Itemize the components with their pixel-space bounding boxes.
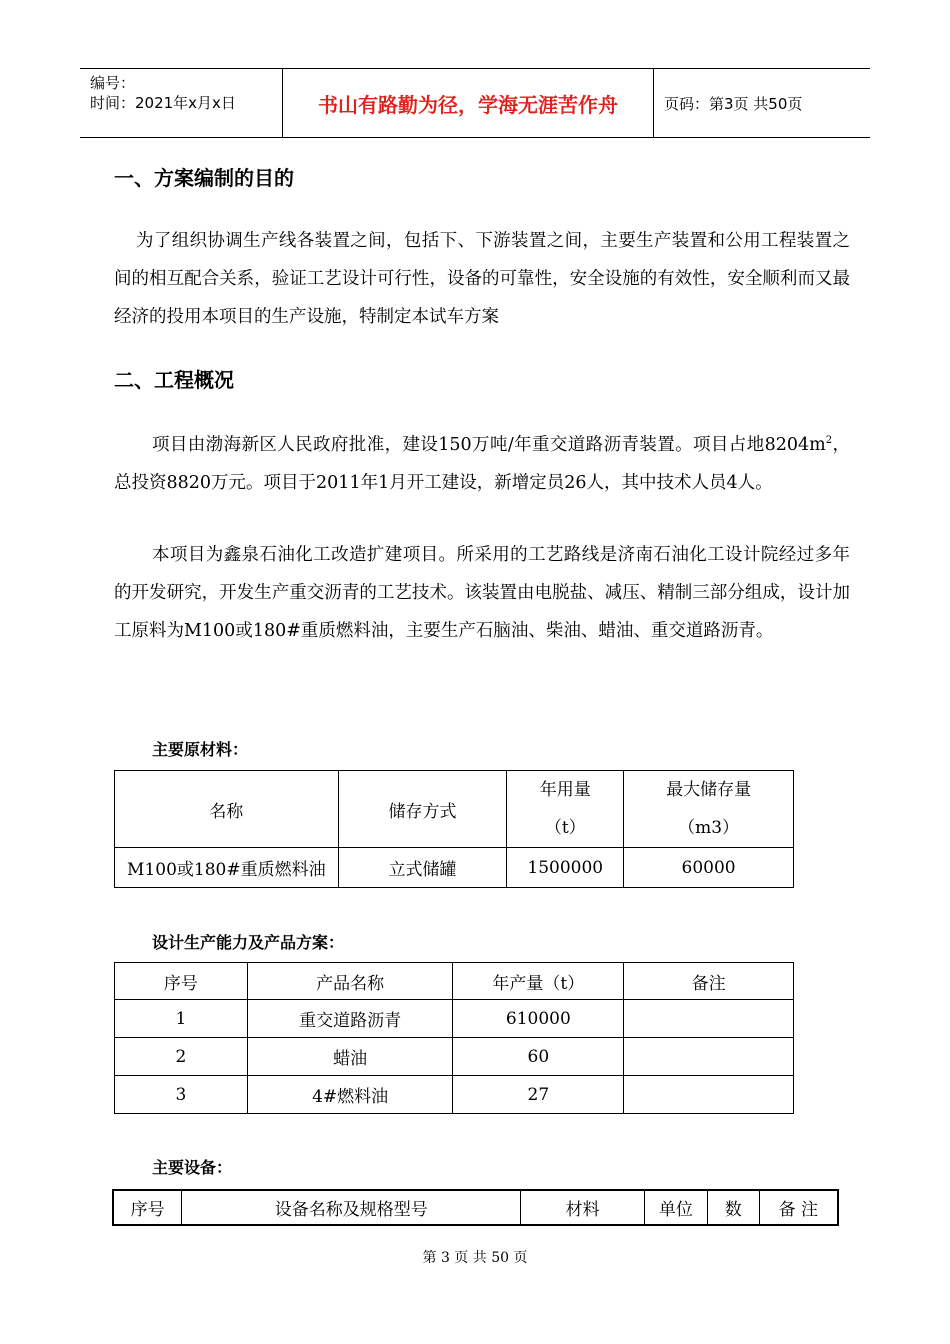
page-footer: 第 3 页 共 50 页 (422, 1250, 528, 1266)
table-header-cell: 产品名称 (247, 963, 453, 1000)
table-header-cell: 储存方式 (338, 771, 507, 848)
table-header-row (113, 1190, 838, 1225)
table-header-cell: 备注 (624, 963, 794, 1000)
superscript: 2 (825, 435, 833, 446)
table-cell (624, 1000, 794, 1038)
table-cell: 立式储罐 (338, 848, 507, 888)
header-page-info: 页码：第3页 共50页 (664, 95, 803, 113)
header-line: （m3） (678, 818, 740, 838)
table-row (115, 1076, 794, 1114)
table-header-cell: 备 注 (759, 1190, 838, 1225)
table-cell (624, 1076, 794, 1114)
section-paragraph-purpose: 为了组织协调生产线各装置之间，包括下、下游装置之间，主要生产装置和公用工程装置之间的相互配合关系，验证工艺设计可行性，设备的可靠性，安全设施的有效性，安全顺利而又最经济的投用本项目的生产设施，特制定本试车方案 (114, 231, 850, 327)
products-table (114, 962, 794, 1114)
table-header-cell: 年产量（t） (453, 963, 624, 1000)
table-header-row (115, 963, 794, 1000)
table-cell: 重交道路沥青 (247, 1000, 453, 1038)
table-cell: 蜡油 (247, 1038, 453, 1076)
table-header-cell: 数 (707, 1190, 759, 1225)
table-header-row (115, 771, 794, 848)
table-row (115, 848, 794, 888)
table-header-cell: 单位 (644, 1190, 707, 1225)
section-title-purpose: 一、方案编制的目的 (114, 166, 294, 190)
header-time-label: 时间：2021年x月x日 (90, 94, 236, 112)
equipment-table (112, 1189, 839, 1226)
table-cell: 60000 (624, 848, 794, 888)
table-cell: 60 (453, 1038, 624, 1076)
products-title: 设计生产能力及产品方案： (152, 933, 345, 952)
table-cell: 1500000 (507, 848, 624, 888)
table-header-cell: 序号 (113, 1190, 182, 1225)
header-number-label: 编号： (90, 74, 136, 92)
table-header-cell: 设备名称及规格型号 (182, 1190, 521, 1225)
header-line: 最大储存量 (666, 780, 752, 800)
section-title-overview: 二、工程概况 (114, 368, 234, 392)
overview-text-b: ，总投资8820万元。项目于2011年1月开工建设，新增定员26人，其中技术人员4人。 (114, 434, 851, 493)
table-header-cell (624, 771, 794, 848)
table-row (115, 1000, 794, 1038)
table-row (115, 1038, 794, 1076)
raw-materials-title: 主要原材料： (152, 740, 249, 759)
page-header (80, 68, 870, 138)
section-paragraph-overview-2: 本项目为鑫泉石油化工改造扩建项目。所采用的工艺路线是济南石油化工设计院经过多年的开发研究，开发生产重交沥青的工艺技术。该装置由电脱盐、减压、精制三部分组成，设计加工原料为M100或180#重质燃料油，主要生产石脑油、柴油、蜡油、重交道路沥青。 (114, 545, 850, 641)
header-line: 年用量 (539, 780, 591, 800)
raw-materials-table (114, 770, 794, 888)
table-header-cell: 材料 (521, 1190, 645, 1225)
table-cell: 3 (115, 1076, 248, 1114)
header-divider (653, 69, 654, 137)
section-paragraph-overview-1 (114, 422, 850, 502)
header-line: （t） (544, 818, 586, 838)
table-cell: 2 (115, 1038, 248, 1076)
header-motto: 书山有路勤为径，学海无涯苦作舟 (318, 92, 618, 117)
table-header-cell: 名称 (115, 771, 339, 848)
header-meta (90, 73, 236, 113)
table-cell: 610000 (453, 1000, 624, 1038)
overview-text-a: 项目由渤海新区人民政府批准，建设150万吨/年重交道路沥青装置。项目占地8204m (152, 434, 826, 455)
table-cell (624, 1038, 794, 1076)
table-cell: 1 (115, 1000, 248, 1038)
table-cell: 27 (453, 1076, 624, 1114)
equipment-title: 主要设备： (152, 1158, 233, 1177)
table-header-cell (507, 771, 624, 848)
table-header-cell: 序号 (115, 963, 248, 1000)
table-cell: M100或180#重质燃料油 (115, 848, 339, 888)
table-cell: 4#燃料油 (247, 1076, 453, 1114)
